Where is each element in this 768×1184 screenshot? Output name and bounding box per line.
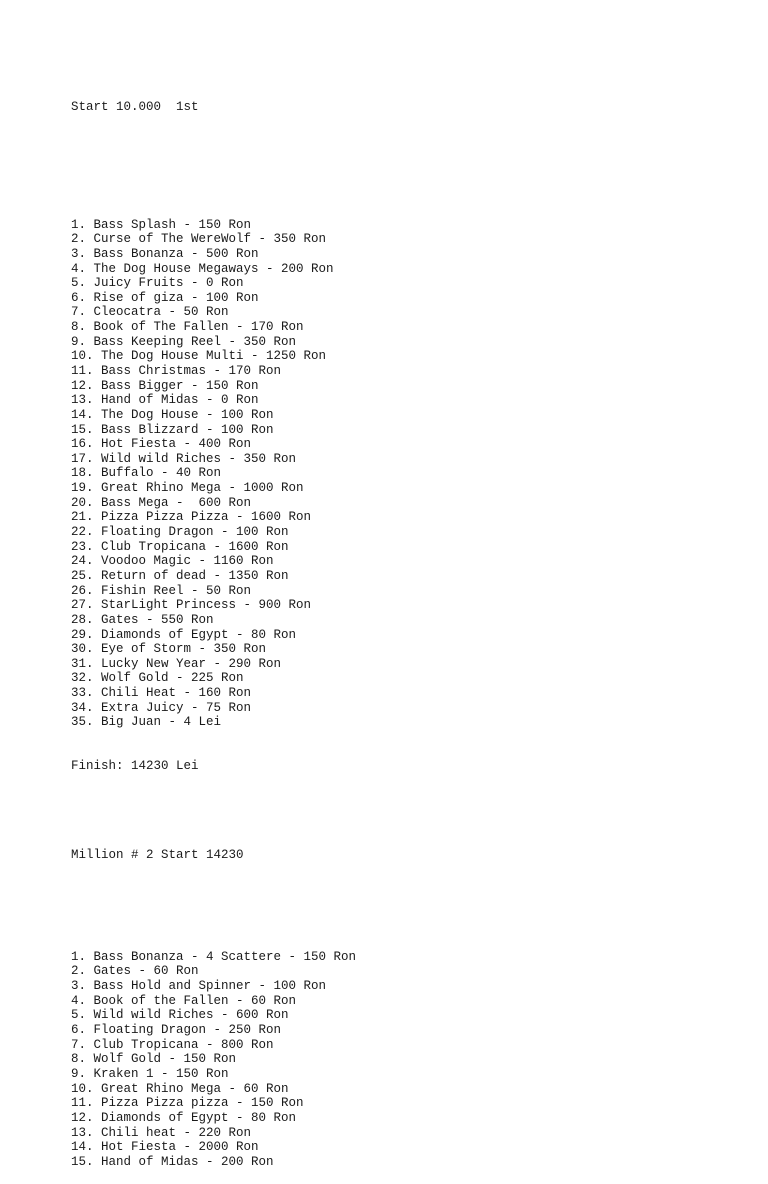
list-item: 4. The Dog House Megaways - 200 Ron [71,261,334,276]
list-item: 15. Bass Blizzard - 100 Ron [71,422,274,437]
list-item: 11. Pizza Pizza pizza - 150 Ron [71,1096,304,1111]
list-item: 7. Cleocatra - 50 Ron [71,305,229,320]
list-item: 26. Fishin Reel - 50 Ron [71,583,252,598]
spacer [71,144,751,188]
list-item: 27. StarLight Princess - 900 Ron [71,598,312,613]
list-item: 3. Bass Hold and Spinner - 100 Ron [71,979,327,994]
spacer [71,803,751,818]
list-item: 2. Curse of The WereWolf - 350 Ron [71,232,327,247]
list-item: 33. Chili Heat - 160 Ron [71,686,252,701]
list-item: 14. The Dog House - 100 Ron [71,407,274,422]
section1-finish: Finish: 14230 Lei [71,759,199,774]
list-item: 4. Book of the Fallen - 60 Ron [71,993,297,1008]
list-item: 31. Lucky New Year - 290 Ron [71,656,282,671]
list-item: 9. Kraken 1 - 150 Ron [71,1066,229,1081]
list-item: 30. Eye of Storm - 350 Ron [71,642,267,657]
list-item: 7. Club Tropicana - 800 Ron [71,1037,274,1052]
list-item: 13. Chili heat - 220 Ron [71,1125,252,1140]
list-item: 29. Diamonds of Egypt - 80 Ron [71,627,297,642]
list-item: 15. Hand of Midas - 200 Ron [71,1154,274,1169]
section1-list [71,218,751,730]
list-item: 34. Extra Juicy - 75 Ron [71,700,252,715]
list-item: 14. Hot Fiesta - 2000 Ron [71,1140,259,1155]
list-item: 12. Bass Bigger - 150 Ron [71,378,259,393]
list-item: 1. Bass Bonanza - 4 Scattere - 150 Ron [71,949,357,964]
list-item: 20. Bass Mega - 600 Ron [71,495,252,510]
list-item: 32. Wolf Gold - 225 Ron [71,671,244,686]
list-item: 8. Book of The Fallen - 170 Ron [71,320,304,335]
list-item: 17. Wild wild Riches - 350 Ron [71,451,297,466]
list-item: 10. Great Rhino Mega - 60 Ron [71,1081,289,1096]
section1-header: Start 10.000 1st [71,100,199,115]
list-item: 12. Diamonds of Egypt - 80 Ron [71,1110,297,1125]
section2-header: Million # 2 Start 14230 [71,847,244,862]
document-page [71,71,751,1184]
list-item: 11. Bass Christmas - 170 Ron [71,363,282,378]
list-item: 23. Club Tropicana - 1600 Ron [71,539,289,554]
list-item: 6. Floating Dragon - 250 Ron [71,1023,282,1038]
list-item: 35. Big Juan - 4 Lei [71,715,222,730]
list-item: 9. Bass Keeping Reel - 350 Ron [71,334,297,349]
list-item: 21. Pizza Pizza Pizza - 1600 Ron [71,510,312,525]
list-item: 5. Wild wild Riches - 600 Ron [71,1008,289,1023]
list-item: 6. Rise of giza - 100 Ron [71,290,259,305]
list-item: 28. Gates - 550 Ron [71,612,214,627]
list-item: 5. Juicy Fruits - 0 Ron [71,276,244,291]
list-item: 19. Great Rhino Mega - 1000 Ron [71,481,304,496]
spacer [71,892,751,921]
list-item: 18. Buffalo - 40 Ron [71,466,222,481]
list-item: 22. Floating Dragon - 100 Ron [71,525,289,540]
list-item: 2. Gates - 60 Ron [71,964,199,979]
list-item: 10. The Dog House Multi - 1250 Ron [71,349,327,364]
list-item: 13. Hand of Midas - 0 Ron [71,393,259,408]
list-item: 24. Voodoo Magic - 1160 Ron [71,554,274,569]
list-item: 16. Hot Fiesta - 400 Ron [71,437,252,452]
list-item: 25. Return of dead - 1350 Ron [71,568,289,583]
section2-list [71,950,751,1170]
list-item: 3. Bass Bonanza - 500 Ron [71,246,259,261]
list-item: 8. Wolf Gold - 150 Ron [71,1052,237,1067]
list-item: 1. Bass Splash - 150 Ron [71,217,252,232]
